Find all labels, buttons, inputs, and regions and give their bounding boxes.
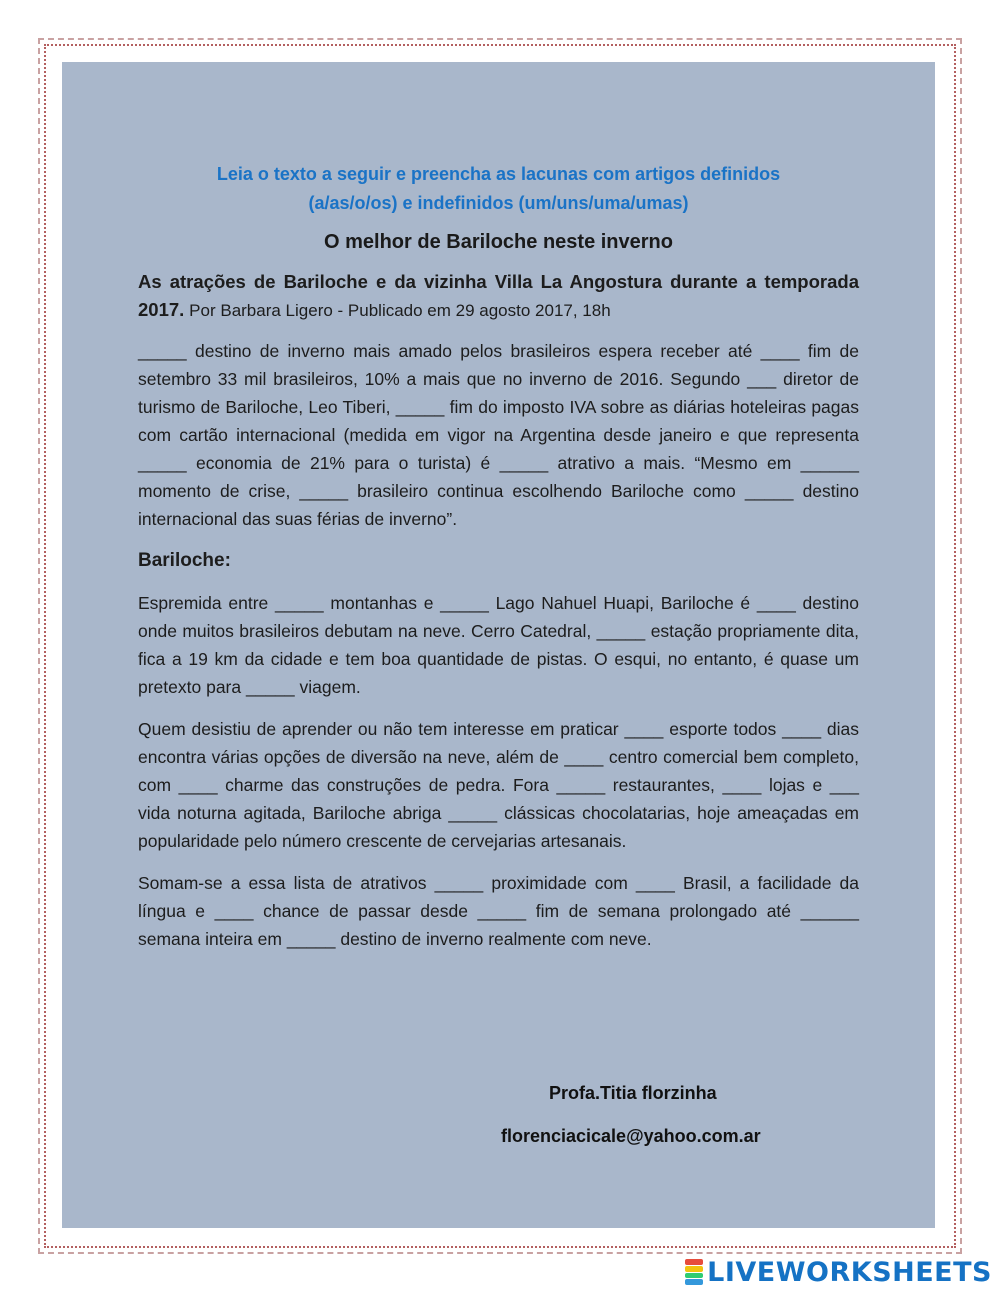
subtitle-byline: Por Barbara Ligero - Publicado em 29 agosto 2017, 18h (189, 301, 611, 320)
article-title: O melhor de Bariloche neste inverno (324, 231, 673, 253)
liveworksheets-brand (685, 1257, 992, 1287)
paragraph-4: Somam-se a essa lista de atrativos _____ proximidade com ____ Brasil, a facilidade da língua e ____ chance de passar desde _____ fim de semana prolongado até ______ semana inteira em _____ destino de inverno realmente com neve. (138, 873, 859, 949)
subtitle-headline: As atrações de Bariloche e da vizinha Villa La Angostura durante a temporada 2017. (138, 271, 859, 320)
author-name: Profa.Titia florzinha (549, 1083, 717, 1103)
instructions-line-1: Leia o texto a seguir e preencha as lacunas com artigos definidos (216, 164, 781, 184)
instructions (138, 160, 859, 218)
section-heading: Bariloche: (138, 550, 231, 571)
paragraph-2: Espremida entre _____ montanhas e _____ Lago Nahuel Huapi, Bariloche é ____ destino onde muitos brasileiros debutam na neve. Cerro Catedral, _____ estação propriamente dita, fica a 19 km da cidade e tem boa quantidade de pistas. O esqui, no entanto, é quase um pretexto para _____ viagem. (138, 593, 859, 697)
instructions-line-2: (a/as/o/os) e indefinidos (um/uns/uma/umas) (308, 193, 689, 213)
brand-name: LIVEWORKSHEETS (707, 1256, 992, 1288)
author-email: florenciacicale@yahoo.com.ar (501, 1126, 761, 1146)
worksheet-content (138, 160, 859, 967)
liveworksheets-logo-icon (685, 1259, 703, 1285)
article-subtitle (138, 268, 859, 325)
paragraph-3: Quem desistiu de aprender ou não tem interesse em praticar ____ esporte todos ____ dias encontra várias opções de diversão na neve, além de ____ centro comercial bem completo, com ____ charme das construções de pedra. Fora _____ restaurantes, ____ lojas e ___ vida noturna agitada, Bariloche abriga _____ clássicas chocolatarias, hoje ameaçadas em popularidade pelo número crescente de cervejarias artesanais. (138, 719, 859, 851)
paragraph-1: _____ destino de inverno mais amado pelos brasileiros espera receber até ____ fim de setembro 33 mil brasileiros, 10% a mais que no inverno de 2016. Segundo ___ diretor de turismo de Bariloche, Leo Tiberi, _____ fim do imposto IVA sobre as diárias hoteleiras pagas com cartão internacional (medida em vigor na Argentina desde janeiro e que representa _____ economia de 21% para o turista) é _____ atrativo a mais. “Mesmo em ______ momento de crise, _____ brasileiro continua escolhendo Bariloche como _____ destino internacional das suas férias de inverno”. (138, 341, 859, 529)
